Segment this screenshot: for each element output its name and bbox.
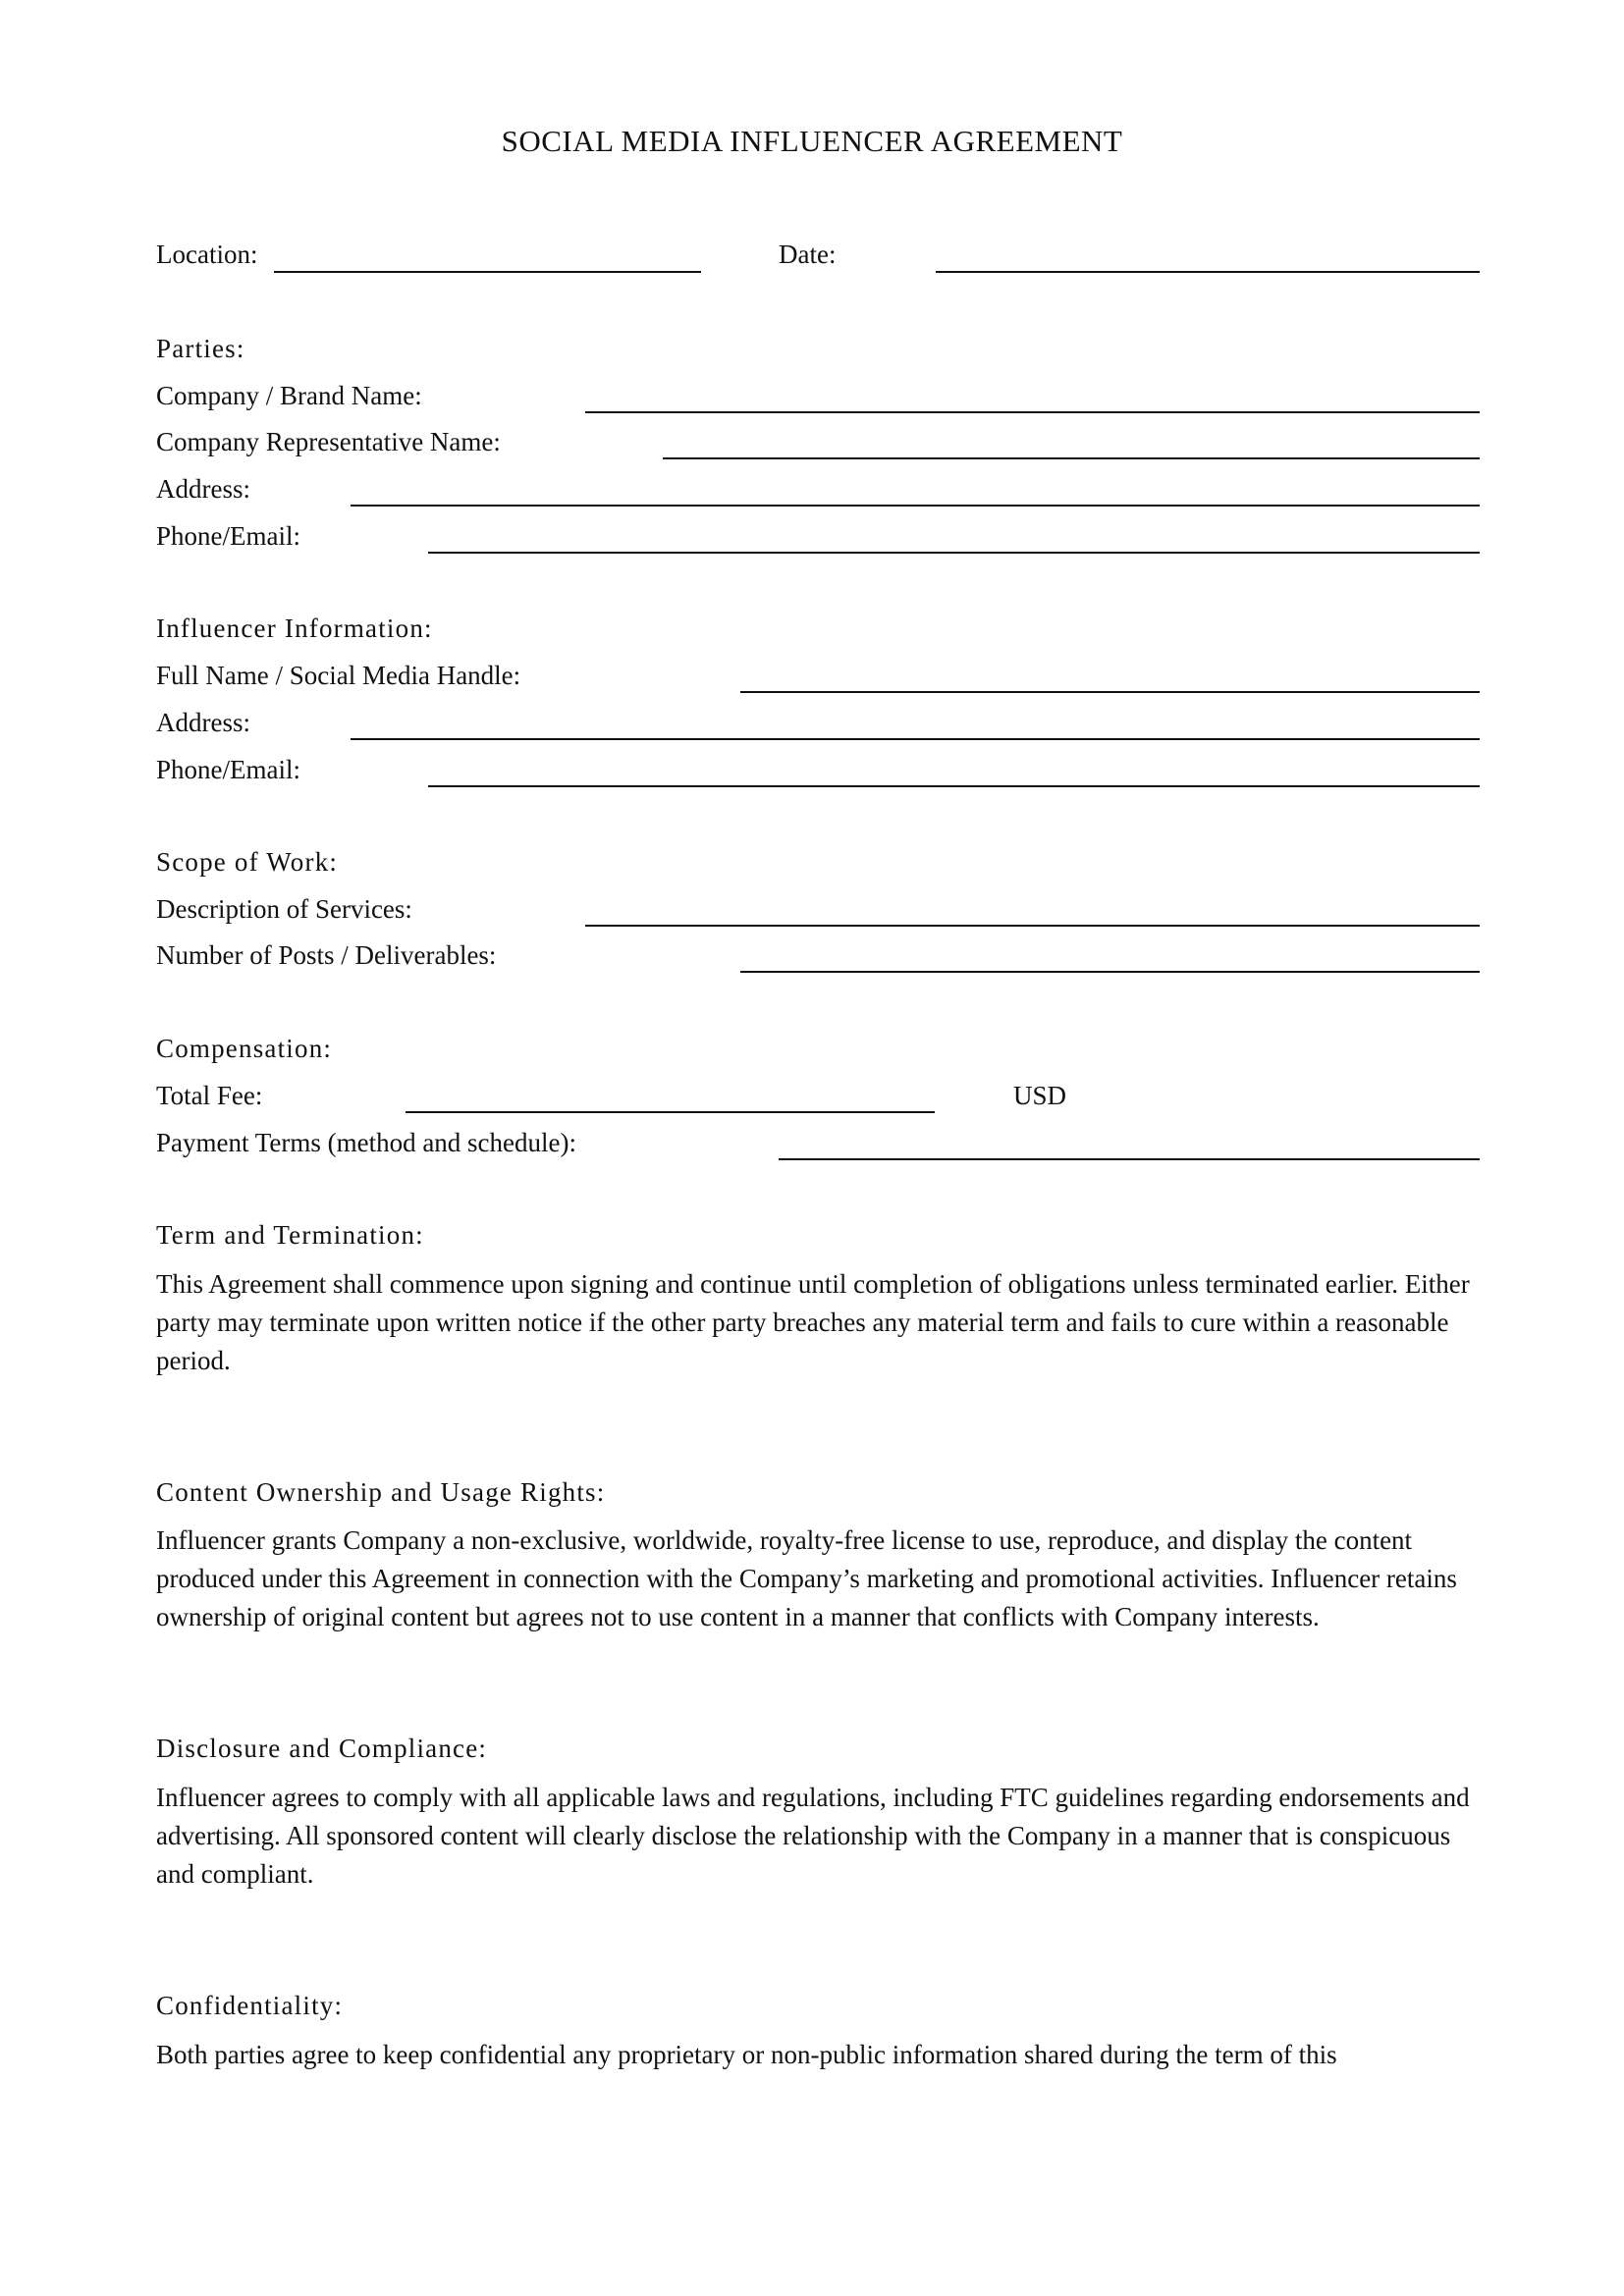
services-description-field[interactable] <box>585 925 1480 927</box>
document-title: SOCIAL MEDIA INFLUENCER AGREEMENT <box>501 124 1123 158</box>
scope-heading: Scope of Work: <box>156 847 339 877</box>
influencer-address-label: Address: <box>156 708 250 737</box>
parties-heading: Parties: <box>156 334 245 363</box>
location-field[interactable] <box>274 271 701 273</box>
influencer-heading: Influencer Information: <box>156 614 433 643</box>
total-fee-label: Total Fee: <box>156 1081 263 1110</box>
confidentiality-paragraph: Both parties agree to keep confidential any proprietary or non-public information shared during the term of this <box>156 2040 1337 2069</box>
payment-terms-field[interactable] <box>779 1158 1480 1160</box>
influencer-phone-email-label: Phone/Email: <box>156 755 300 784</box>
company-brand-field[interactable] <box>585 411 1480 413</box>
services-description-label: Description of Services: <box>156 894 412 924</box>
total-fee-field[interactable] <box>406 1111 935 1113</box>
company-address-label: Address: <box>156 474 250 504</box>
company-address-field[interactable] <box>351 505 1480 507</box>
influencer-name-label: Full Name / Social Media Handle: <box>156 661 521 690</box>
company-phone-email-label: Phone/Email: <box>156 521 300 551</box>
location-label: Location: <box>156 240 258 269</box>
date-field[interactable] <box>936 271 1480 273</box>
company-rep-label: Company Representative Name: <box>156 427 501 456</box>
deliverables-field[interactable] <box>740 971 1480 973</box>
compensation-heading: Compensation: <box>156 1034 333 1063</box>
ownership-paragraph: Influencer grants Company a non-exclusive, worldwide, royalty-free license to use, reproduce, and display the content produced under this Agreement in connection with the Company’s marketing and promotional activities. Influencer retains ownership of original content but agrees not to use content in a manner that conflicts with Company interests. <box>156 1525 1457 1631</box>
company-phone-email-field[interactable] <box>428 552 1480 554</box>
payment-terms-label: Payment Terms (method and schedule): <box>156 1128 577 1157</box>
confidentiality-heading: Confidentiality: <box>156 1991 344 2020</box>
company-rep-field[interactable] <box>663 457 1480 459</box>
currency-label: USD <box>1013 1081 1067 1110</box>
term-heading: Term and Termination: <box>156 1220 424 1250</box>
influencer-phone-email-field[interactable] <box>428 785 1480 787</box>
deliverables-label: Number of Posts / Deliverables: <box>156 940 497 970</box>
influencer-name-field[interactable] <box>740 691 1480 693</box>
term-paragraph: This Agreement shall commence upon signing and continue until completion of obligations unless terminated earlier. Either party may terminate upon written notice if the other party breaches any material term and fails to cure within a reasonable period. <box>156 1269 1470 1375</box>
ownership-heading: Content Ownership and Usage Rights: <box>156 1477 606 1507</box>
influencer-address-field[interactable] <box>351 738 1480 740</box>
disclosure-heading: Disclosure and Compliance: <box>156 1734 488 1763</box>
disclosure-paragraph: Influencer agrees to comply with all applicable laws and regulations, including FTC guidelines regarding endorsements and advertising. All sponsored content will clearly disclose the relationship with the Company in a manner that is conspicuous and compliant. <box>156 1783 1470 1889</box>
company-brand-label: Company / Brand Name: <box>156 381 422 410</box>
date-label: Date: <box>779 240 837 269</box>
